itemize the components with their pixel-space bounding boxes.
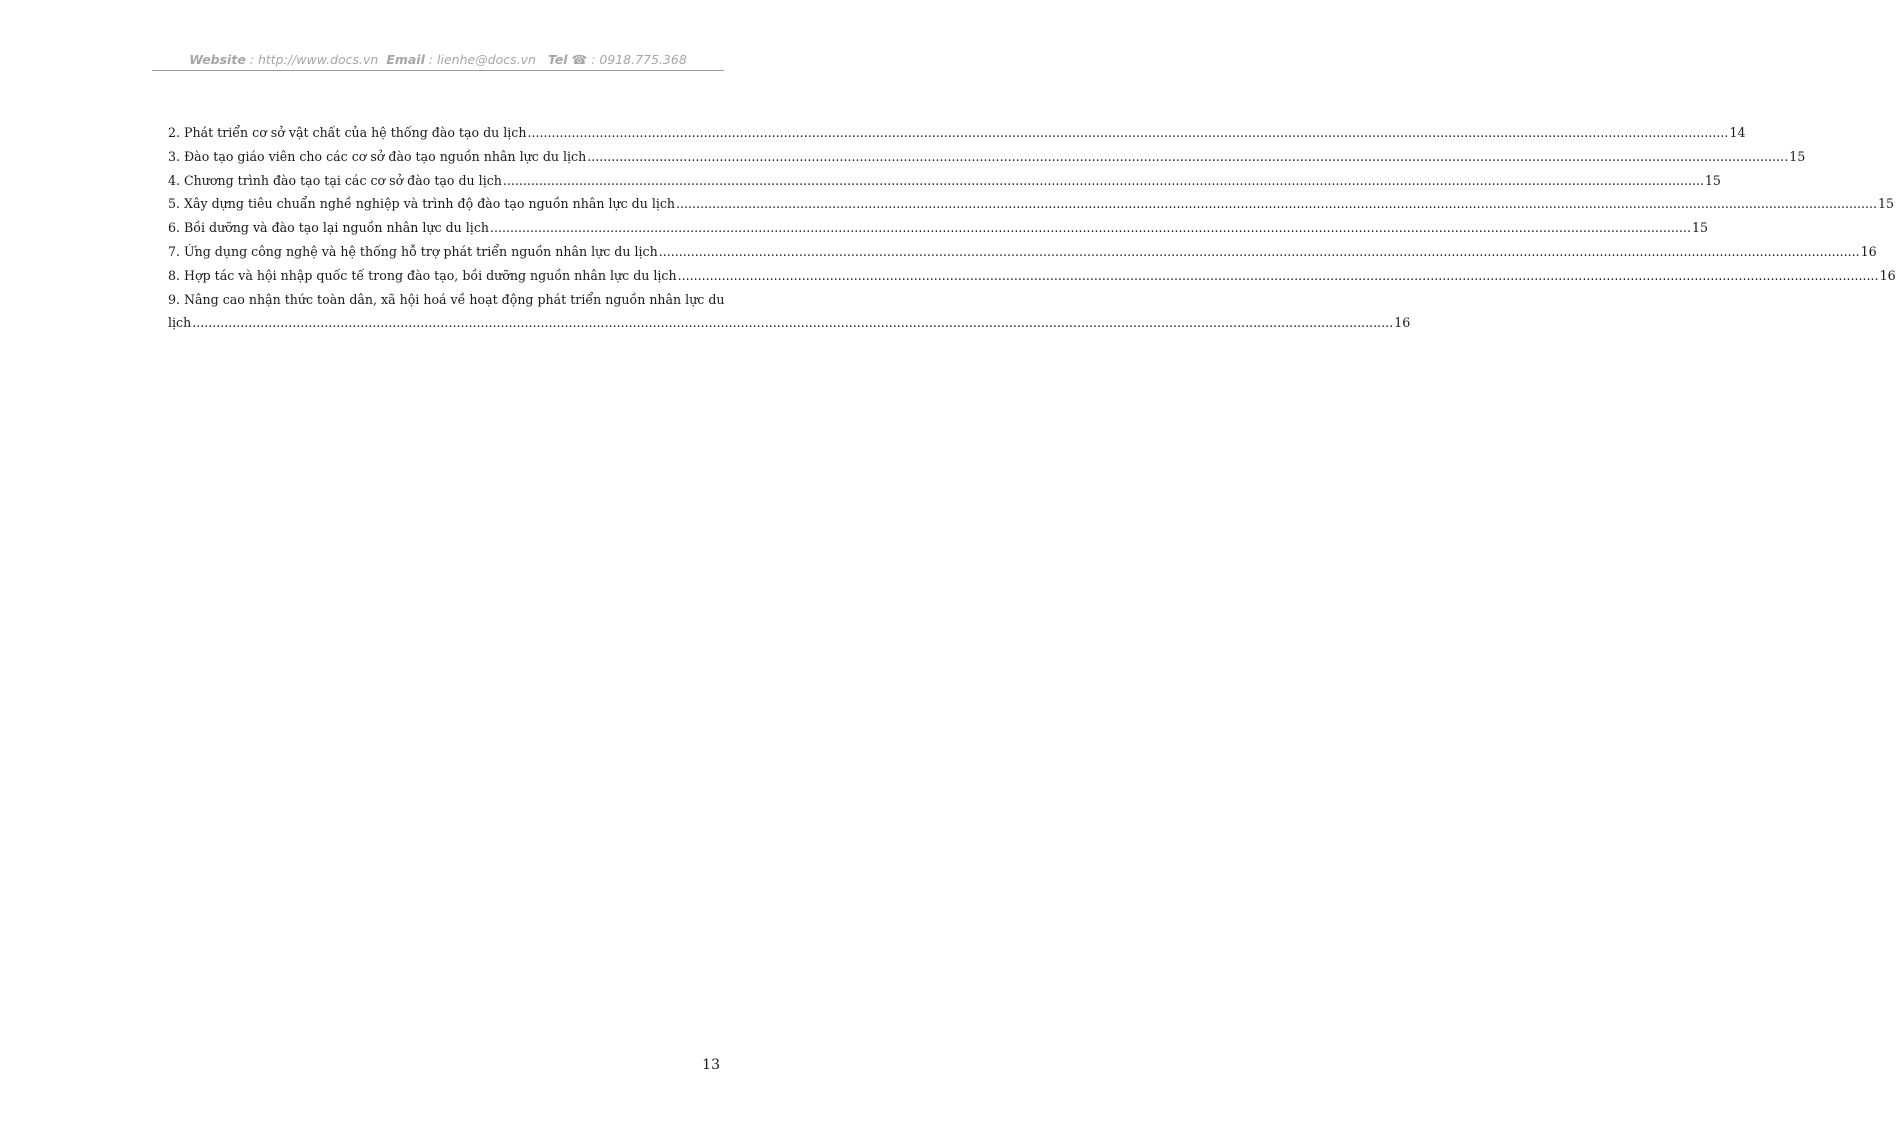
toc-dot-leader: ............................................................................................................................................................................................................................................................................................................ <box>676 196 1878 212</box>
toc-item-page: 16 <box>1879 267 1896 283</box>
toc-item-page: 15 <box>1704 172 1721 188</box>
toc-item-3[interactable] <box>168 145 1806 169</box>
toc-dot-leader: ............................................................................................................................................................................................................................................................................................................ <box>489 220 1691 236</box>
email-value: : lienhe@docs.vn <box>424 52 536 67</box>
toc-item-title-line2: lịch <box>168 315 192 331</box>
toc-item-title: 7. Ứng dụng công nghệ và hệ thống hỗ trợ phát triển nguồn nhân lực du lịch <box>168 243 658 259</box>
tel-value: : 0918.775.368 <box>587 52 687 67</box>
toc-item-title: 8. Hợp tác và hội nhập quốc tế trong đào tạo, bồi dưỡng nguồn nhân lực du lịch <box>168 267 677 283</box>
toc-item-title: 4. Chương trình đào tạo tại các cơ sở đào tạo du lịch <box>168 172 502 188</box>
toc-item-title-line1: 9. Nâng cao nhận thức toàn dân, xã hội hoá về hoạt động phát triển nguồn nhân lực du <box>168 291 725 307</box>
toc-item-title: 6. Bồi dưỡng và đào tạo lại nguồn nhân lực du lịch <box>168 220 489 236</box>
toc-item-7[interactable] <box>168 240 1877 264</box>
toc-item-page: 14 <box>1729 125 1746 140</box>
header-divider <box>152 70 724 71</box>
page-header <box>152 51 724 69</box>
website-value: : http://www.docs.vn <box>245 52 379 67</box>
toc-item-2[interactable] <box>168 121 1746 145</box>
toc-item-5[interactable] <box>168 192 1895 216</box>
toc-item-8[interactable] <box>168 264 1896 288</box>
email-label: Email <box>386 52 425 67</box>
toc-item-page: 16 <box>1860 243 1877 259</box>
tel-label: Tel <box>547 52 568 67</box>
phone-icon: ☎ <box>571 52 588 67</box>
toc-item-title: 3. Đào tạo giáo viên cho các cơ sở đào tạo nguồn nhân lực du lịch <box>168 148 587 164</box>
page-number: 13 <box>702 1057 720 1073</box>
toc-item-9-second-line <box>168 311 1411 335</box>
toc-item-4[interactable] <box>168 169 1721 193</box>
toc-dot-leader: ............................................................................................................................................................................................................................................................................................................ <box>587 148 1789 164</box>
toc-item-title: 2. Phát triển cơ sở vật chất của hệ thống đào tạo du lịch <box>168 125 527 140</box>
table-of-contents <box>168 121 1896 335</box>
toc-dot-leader: ............................................................................................................................................................................................................................................................................................................ <box>677 267 1879 283</box>
toc-dot-leader: ............................................................................................................................................................................................................................................................................................................ <box>527 125 1729 140</box>
toc-item-page: 16 <box>1394 315 1411 331</box>
toc-dot-leader: ............................................................................................................................................................................................................................................................................................................ <box>192 315 1394 331</box>
toc-dot-leader: ............................................................................................................................................................................................................................................................................................................ <box>658 243 1860 259</box>
toc-item-page: 15 <box>1789 148 1806 164</box>
website-label: Website <box>189 52 246 67</box>
toc-dot-leader: ............................................................................................................................................................................................................................................................................................................ <box>502 172 1704 188</box>
toc-item-6[interactable] <box>168 216 1708 240</box>
toc-item-page: 15 <box>1878 196 1895 212</box>
toc-item-page: 15 <box>1691 220 1708 236</box>
toc-item-title: 5. Xây dựng tiêu chuẩn nghề nghiệp và trình độ đào tạo nguồn nhân lực du lịch <box>168 196 676 212</box>
toc-item-9[interactable] <box>168 288 1411 336</box>
